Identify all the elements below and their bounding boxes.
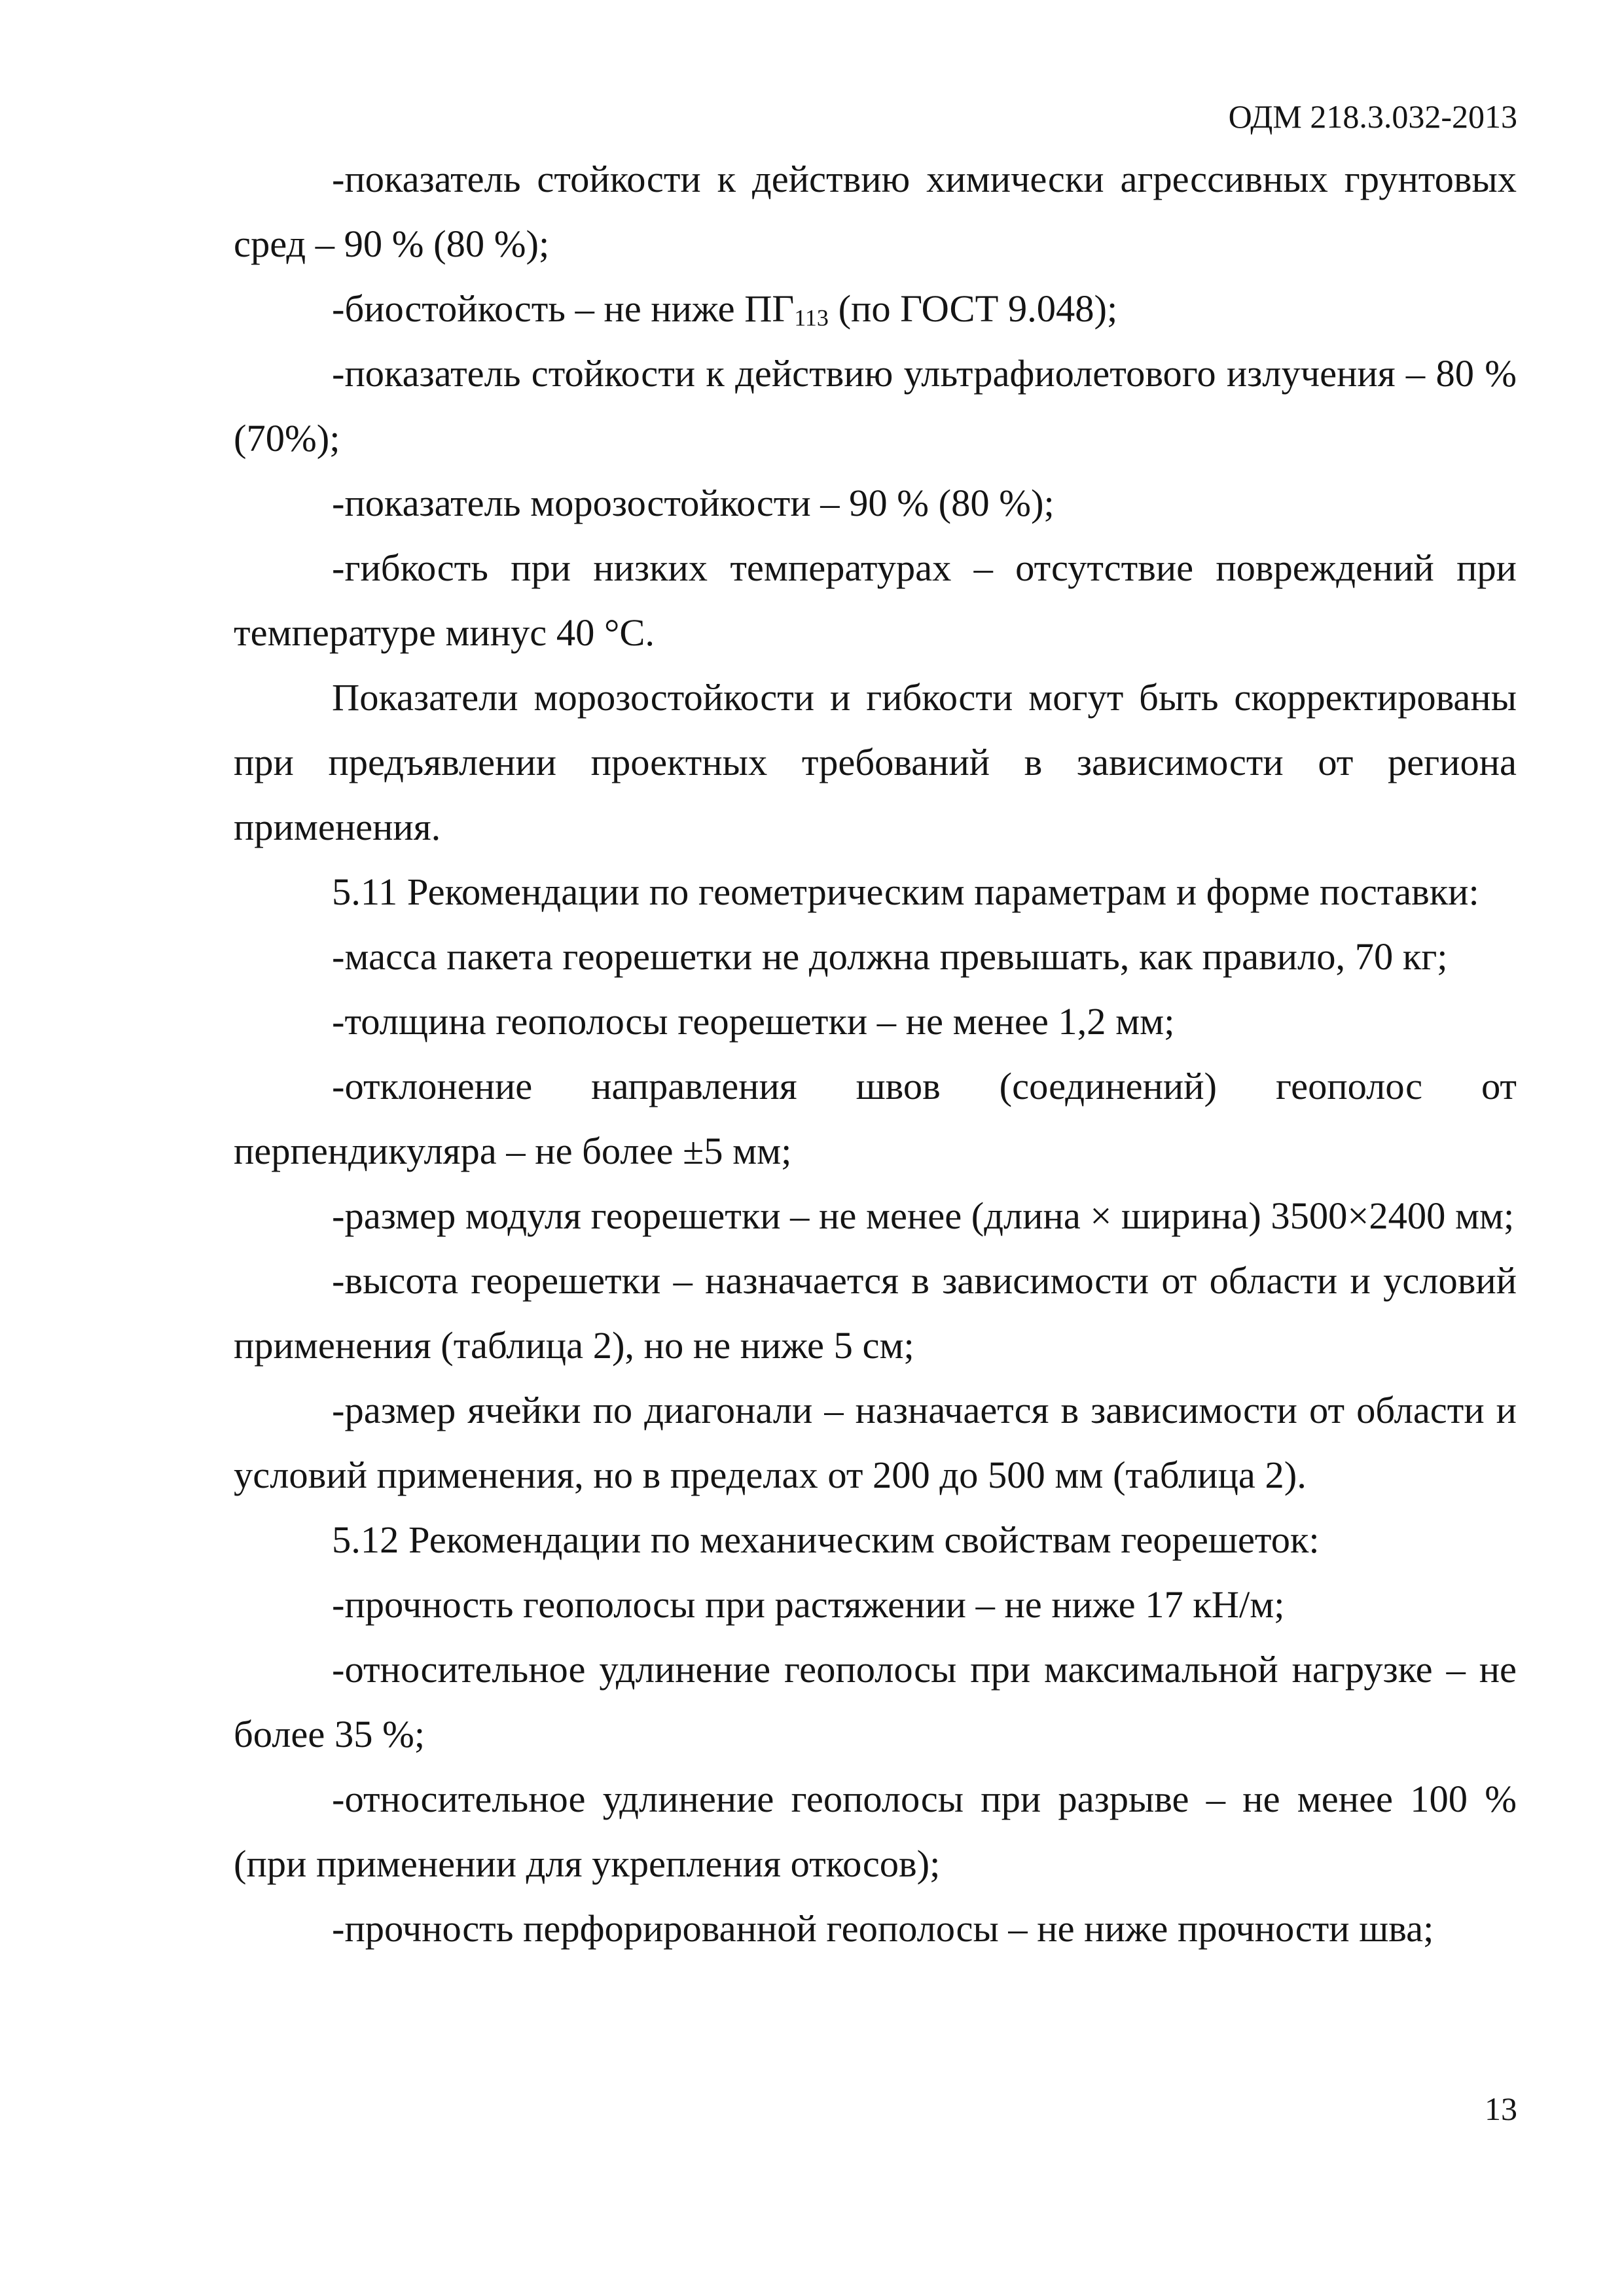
paragraph-frost-resistance: -показатель морозостойкости – 90 % (80 %); — [332, 482, 1055, 524]
paragraph-module-size: -размер модуля георешетки – не менее (длина × ширина) 3500×2400 мм; — [332, 1194, 1515, 1237]
section-heading-5-12: 5.12 Рекомендации по механическим свойствам георешеток: — [332, 1518, 1320, 1561]
paragraph-biostability — [234, 276, 1517, 341]
paragraph-cell-diagonal: -размер ячейки по диагонали – назначается в зависимости от области и условий применения, но в пределах от 200 до 500 мм (таблица 2). — [234, 1389, 1517, 1496]
paragraph-elongation-at-break: -относительное удлинение геополосы при разрыве – не менее 100 % (при применении для укрепления откосов); — [234, 1778, 1517, 1885]
document-code: ОДМ 218.3.032-2013 — [1228, 98, 1517, 135]
paragraph-seam-deviation: -отклонение направления швов (соединений) геополос от перпендикуляра – не более ±5 мм; — [234, 1065, 1517, 1172]
document-body — [234, 147, 1517, 1961]
paragraph-package-mass: -масса пакета георешетки не должна превышать, как правило, 70 кг; — [332, 935, 1448, 978]
biostability-text-suffix: (по ГОСТ 9.048); — [828, 287, 1118, 330]
paragraph-chemical-resistance: -показатель стойкости к действию химически агрессивных грунтовых сред – 90 % (80 %); — [234, 158, 1517, 265]
section-heading-5-11: 5.11 Рекомендации по геометрическим параметрам и форме поставки: — [332, 870, 1479, 913]
paragraph-grid-height: -высота георешетки – назначается в зависимости от области и условий применения (таблица 2), но не ниже 5 см; — [234, 1259, 1517, 1367]
page-number: 13 — [1485, 2090, 1517, 2127]
paragraph-perforated-strip-strength: -прочность перфорированной геополосы – не ниже прочности шва; — [332, 1907, 1434, 1950]
paragraph-uv-resistance: -показатель стойкости к действию ультрафиолетового излучения – 80 % (70%); — [234, 352, 1517, 459]
paragraph-low-temperature-flexibility: -гибкость при низких температурах – отсутствие повреждений при температуре минус 40 °С. — [234, 547, 1517, 654]
biostability-text-prefix: -биостойкость – не ниже ПГ — [332, 287, 795, 330]
biostability-subscript: 113 — [794, 304, 829, 331]
paragraph-elongation-max-load: -относительное удлинение геополосы при максимальной нагрузке – не более 35 %; — [234, 1648, 1517, 1755]
paragraph-strip-thickness: -толщина геополосы георешетки – не менее 1,2 мм; — [332, 1000, 1175, 1043]
paragraph-tensile-strength: -прочность геополосы при растяжении – не ниже 17 кН/м; — [332, 1583, 1285, 1626]
paragraph-correction-note: Показатели морозостойкости и гибкости могут быть скорректированы при предъявлении проектных требований в зависимости от региона применения. — [234, 676, 1517, 848]
